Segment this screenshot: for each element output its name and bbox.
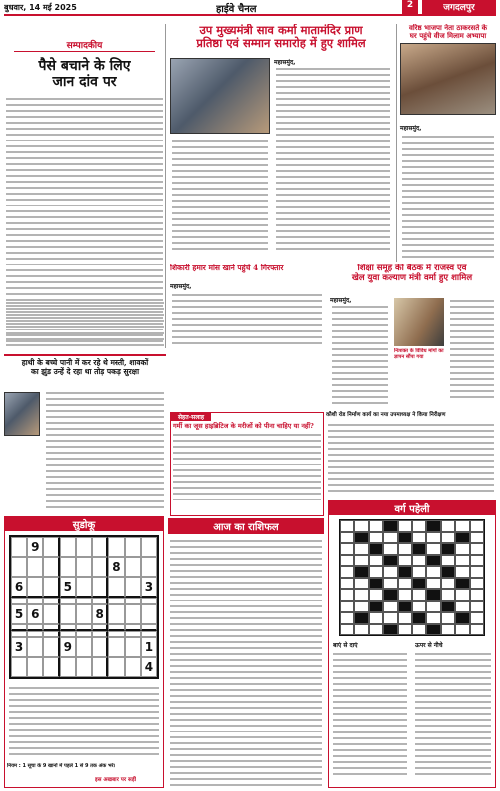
arrest-story-continued [4,300,166,352]
horoscope-title: आज का राशिफल [168,518,324,534]
crossword-cell [426,543,440,555]
header-city: जगदलपुर [422,0,496,14]
crossword-across-clues [331,651,409,785]
crossword-cell [398,520,412,532]
crossword-cell [354,520,368,532]
crossword-cell [426,624,440,636]
crossword-cell [383,589,397,601]
crossword-cell [340,612,354,624]
sudoku-cell [141,537,157,557]
crossword-cell [412,555,426,567]
crossword-cell [369,555,383,567]
sudoku-cell [125,557,141,577]
sudoku-cell [76,577,92,598]
crossword-cell [455,543,469,555]
crossword-cell [383,612,397,624]
crossword-cell [441,520,455,532]
sudoku-cell [60,657,76,677]
crossword-cell [354,624,368,636]
sudoku-cell [108,604,124,624]
side-story-photo [400,43,496,115]
crossword-cell [354,601,368,613]
side-story [396,24,496,262]
crossword-cell [369,612,383,624]
sudoku-cell [60,624,76,631]
lead-story-body-left [170,138,270,256]
crossword-down-clues [413,651,493,785]
side-story-dateline: महासमुंद, [400,125,422,133]
sudoku-cell [125,577,141,598]
crossword-cell [470,532,484,544]
crossword-cell [398,566,412,578]
education-story-body-2 [448,298,496,406]
sudoku-cell [125,657,141,677]
crossword-cell [340,520,354,532]
crossword-title: वर्ग पहेली [329,501,495,515]
crossword-cell [354,612,368,624]
crossword-cell [455,555,469,567]
sudoku-cell: 1 [141,637,157,657]
sudoku-cell [141,557,157,577]
crossword-cell [455,578,469,590]
crossword-cell [340,532,354,544]
crossword-cell [383,520,397,532]
crossword-cell [354,566,368,578]
lead-story-photo [170,58,270,134]
sudoku-cell [43,657,59,677]
sudoku-rules: नियम : 1 सूचा के 9 खानों में पहले 1 से 9 तक अंक भरें। [7,763,116,769]
crossword-cell [398,612,412,624]
sudoku-cell [27,624,43,631]
sudoku-notes [7,685,161,763]
crossword-cell [470,612,484,624]
health-story [170,412,324,516]
crossword-cell [369,543,383,555]
crossword-cell [383,566,397,578]
crossword-cell [354,532,368,544]
crossword-cell [412,566,426,578]
sudoku-cell [125,604,141,624]
crossword-cell [441,624,455,636]
crossword-cell [412,578,426,590]
sudoku-cell [43,604,59,624]
sudoku-cell [92,624,108,631]
crossword-cell [383,578,397,590]
crossword-cell [398,589,412,601]
sudoku-title: सुडोकू [5,517,163,531]
sudoku-cell: 8 [108,557,124,577]
sudoku-cell: 9 [27,537,43,557]
crossword-cell [426,612,440,624]
education-story-caption: निःशक्त के विविध मांगों का ज्ञापन सौंपा गया [394,348,444,360]
sudoku-cell [11,624,27,631]
crossword-grid [339,519,485,636]
crossword-cell [398,601,412,613]
crossword-cell [383,532,397,544]
crossword-cell [340,624,354,636]
crossword-cell [369,566,383,578]
sudoku-grid [9,535,159,679]
header-paper-name: हाईवे चैनल [216,4,257,15]
crossword-cell [455,624,469,636]
crossword-cell [398,578,412,590]
sudoku-cell [43,537,59,557]
sudoku-cell [108,537,124,557]
sudoku-box [4,516,164,788]
sudoku-cell: 6 [11,577,27,598]
crossword-cell [354,555,368,567]
sudoku-cell [76,557,92,577]
crossword-across-heading: बाएं से दाएं [333,642,358,649]
sudoku-cell [125,624,141,631]
sudoku-cell [60,537,76,557]
sudoku-cell [76,624,92,631]
sudoku-cell [141,624,157,631]
sudoku-cell [108,577,124,598]
crossword-cell [369,520,383,532]
crossword-cell [340,578,354,590]
elephant-story-body [44,390,166,514]
lead-story-title: उप मुख्यमंत्री साव कर्मा मातामंदिर प्राण प्रतिष्ठा एवं सम्मान समारोह में हुए शामिल [196,24,366,51]
sudoku-cell [108,637,124,657]
crossword-cell [441,612,455,624]
sudoku-cell [60,557,76,577]
education-story-title: शिक्षा समूह की बैठक में राजस्व एवं खेल युवा कल्याण मंत्री वर्मा हुए शामिल [351,264,473,283]
sudoku-cell [27,577,43,598]
crossword-cell [455,589,469,601]
crossword-cell [470,566,484,578]
horoscope-body [168,538,324,788]
header-page-number: 2 [402,0,418,14]
side-story-body [400,134,496,262]
crossword-cell [426,566,440,578]
sudoku-cell: 5 [11,604,27,624]
crossword-cell [354,578,368,590]
elephant-story-title: हाथी के बच्चे पानी में कर रहे थे मस्ती, शावकों का झुंड उन्हें दे रहा था तोड़ पकड़ सुरक्षा [21,358,149,376]
crossword-cell [412,520,426,532]
crossword-cell [383,543,397,555]
crossword-cell [441,543,455,555]
crossword-cell [455,566,469,578]
sudoku-cell: 8 [92,604,108,624]
crossword-cell [470,589,484,601]
side-story-title: वरिष्ठ भाजपा नेता ठाकरसते के घर पहुंचे वीज मिलाम अभ्यापा [408,24,488,41]
bridge-story-title: कौशी रोड निर्माण कार्य का नया उपमाध्यक्ष ने किया निरीक्षण [326,412,446,418]
crossword-cell [369,589,383,601]
sudoku-cell [141,604,157,624]
sudoku-cell [76,604,92,624]
crossword-cell [441,566,455,578]
crossword-cell [412,612,426,624]
crossword-cell [383,555,397,567]
crossword-cell [383,601,397,613]
sudoku-cell [43,557,59,577]
sudoku-cell [60,604,76,624]
sudoku-cell [11,557,27,577]
education-story-body-1 [330,304,390,408]
crossword-cell [340,543,354,555]
crossword-cell [470,624,484,636]
sudoku-cell [76,637,92,657]
crossword-cell [426,589,440,601]
arrest-story-dateline: महासमुंद, [170,282,192,290]
crossword-cell [354,589,368,601]
crossword-cell [455,601,469,613]
crossword-cell [340,555,354,567]
crossword-cell [340,566,354,578]
crossword-cell [412,532,426,544]
education-story-body-area [170,296,496,408]
crossword-cell [369,578,383,590]
crossword-cell [398,624,412,636]
crossword-cell [441,555,455,567]
sudoku-cell: 5 [60,577,76,598]
crossword-cell [455,532,469,544]
crossword-cell [455,520,469,532]
crossword-cell [398,555,412,567]
sudoku-cell [92,637,108,657]
sudoku-cell [125,637,141,657]
crossword-cell [470,578,484,590]
sudoku-cell [43,624,59,631]
sudoku-cell [11,657,27,677]
crossword-cell [441,601,455,613]
sudoku-cell: 3 [11,637,27,657]
sudoku-cell: 3 [141,577,157,598]
sudoku-cell [11,537,27,557]
sudoku-cell [27,637,43,657]
sudoku-footer: इस अखबार पर सड़ी [95,777,137,783]
crossword-down-heading: ऊपर से नीचे [415,642,443,649]
editorial-label: सम्पादकीय [14,38,155,52]
lead-story-dateline: महासमुंद, [274,59,296,66]
crossword-cell [441,532,455,544]
bridge-story [326,410,496,420]
sudoku-cell [76,657,92,677]
crossword-cell [470,555,484,567]
crossword-cell [441,578,455,590]
health-story-title: गर्मी का जूस हाइब्रिटिज के मरीजों को पीना चाहिए या नहीं? [173,422,314,430]
sudoku-cell [108,624,124,631]
crossword-cell [441,589,455,601]
sudoku-cell [43,637,59,657]
crossword-cell [369,624,383,636]
crossword-cell [354,543,368,555]
elephant-story-photo [4,392,40,436]
lead-story-body-right [274,66,392,256]
sudoku-cell [27,557,43,577]
header-date: बुधवार, 14 मई 2025 [4,3,77,12]
crossword-cell [369,601,383,613]
horoscope-box [168,518,324,788]
crossword-cell [426,532,440,544]
sudoku-cell [92,577,108,598]
crossword-cell [369,532,383,544]
crossword-cell [412,589,426,601]
bridge-story-body [326,422,496,498]
crossword-cell [383,624,397,636]
sudoku-cell [92,657,108,677]
health-band: सेहत-सलाह [171,413,211,421]
crossword-cell [426,601,440,613]
sudoku-cell [125,537,141,557]
education-story-dateline: महासमुंद, [330,297,352,304]
crossword-cell [426,555,440,567]
crossword-cell [340,601,354,613]
elephant-story [4,354,166,514]
crossword-cell [426,520,440,532]
education-story-photo [394,298,444,346]
crossword-cell [426,578,440,590]
health-story-body [171,432,323,502]
crossword-cell [412,543,426,555]
page-header [4,0,496,16]
sudoku-cell: 4 [141,657,157,677]
crossword-cell [398,532,412,544]
sudoku-cell: 9 [60,637,76,657]
sudoku-cell [92,537,108,557]
sudoku-cell [92,557,108,577]
crossword-cell [470,520,484,532]
crossword-cell [398,543,412,555]
crossword-box [328,500,496,788]
crossword-cell [340,589,354,601]
sudoku-cell [76,537,92,557]
crossword-cell [412,601,426,613]
sudoku-cell: 6 [27,604,43,624]
crossword-cell [455,612,469,624]
crossword-cell [470,543,484,555]
sudoku-cell [108,657,124,677]
arrest-story-title: शिकारी हमार मांस खाने पहुंचे 4 गिरफ्तार [170,264,284,272]
crossword-cell [412,624,426,636]
sudoku-cell [27,657,43,677]
lead-story [170,24,392,262]
editorial-title: पैसे बचाने के लिए जान दांव पर [38,58,131,91]
sudoku-cell [43,577,59,598]
crossword-cell [470,601,484,613]
